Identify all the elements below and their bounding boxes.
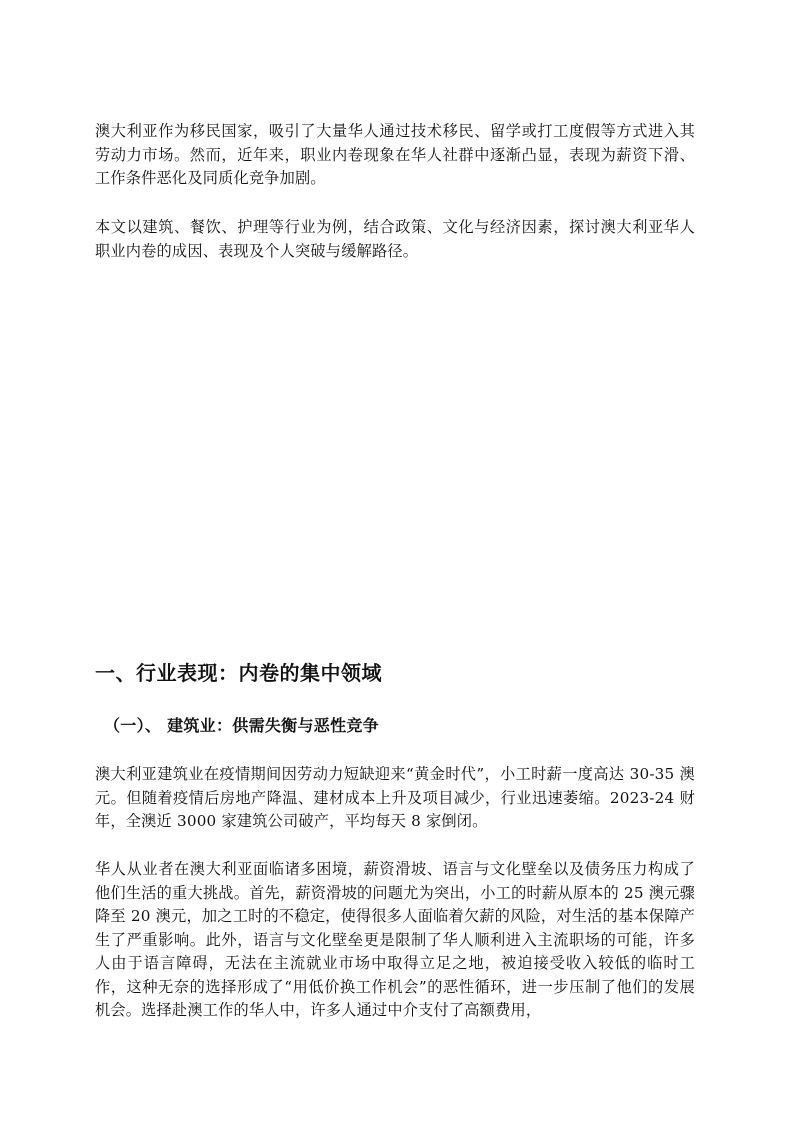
section-heading: 一、行业表现：内卷的集中领域 [95, 661, 382, 685]
construction-paragraph-1: 澳大利亚建筑业在疫情期间因劳动力短缺迎来“黄金时代”，小工时薪一度高达 30-35 澳元。但随着疫情后房地产降温、建材成本上升及项目减少，行业迅速萎缩。2023-24 财年，全澳近 3000 家建筑公司破产，平均每天 8 家倒闭。 [95, 765, 695, 830]
intro-paragraph-1: 澳大利亚作为移民国家，吸引了大量华人通过技术移民、留学或打工度假等方式进入其劳动力市场。然而，近年来，职业内卷现象在华人社群中逐渐凸显，表现为薪资下滑、工作条件恶化及同质化竞争加剧。 [95, 122, 695, 187]
subsection-heading: （一）、 建筑业：供需失衡与恶性竞争 [104, 716, 379, 735]
construction-paragraph-2: 华人从业者在澳大利亚面临诸多困境，薪资滑坡、语言与文化壁垒以及债务压力构成了他们生活的重大挑战。首先，薪资滑坡的问题尤为突出，小工的时薪从原本的 25 澳元骤降至 20 澳元，加之工时的不稳定，使得很多人面临着欠薪的风险，对生活的基本保障产生了严重影响。此外，语言与文化壁垒更是限制了华人顺利进入主流职场的可能，许多人由于语言障碍，无法在主流就业市场中取得立足之地，被迫接受收入较低的临时工作，这种无奈的选择形成了“用低价换工作机会”的恶性循环，进一步压制了他们的发展机会。选择赴澳工作的华人中，许多人通过中介支付了高额费用， [95, 860, 695, 1019]
intro-paragraph-2: 本文以建筑、餐饮、护理等行业为例，结合政策、文化与经济因素，探讨澳大利亚华人职业内卷的成因、表现及个人突破与缓解路径。 [95, 218, 695, 260]
